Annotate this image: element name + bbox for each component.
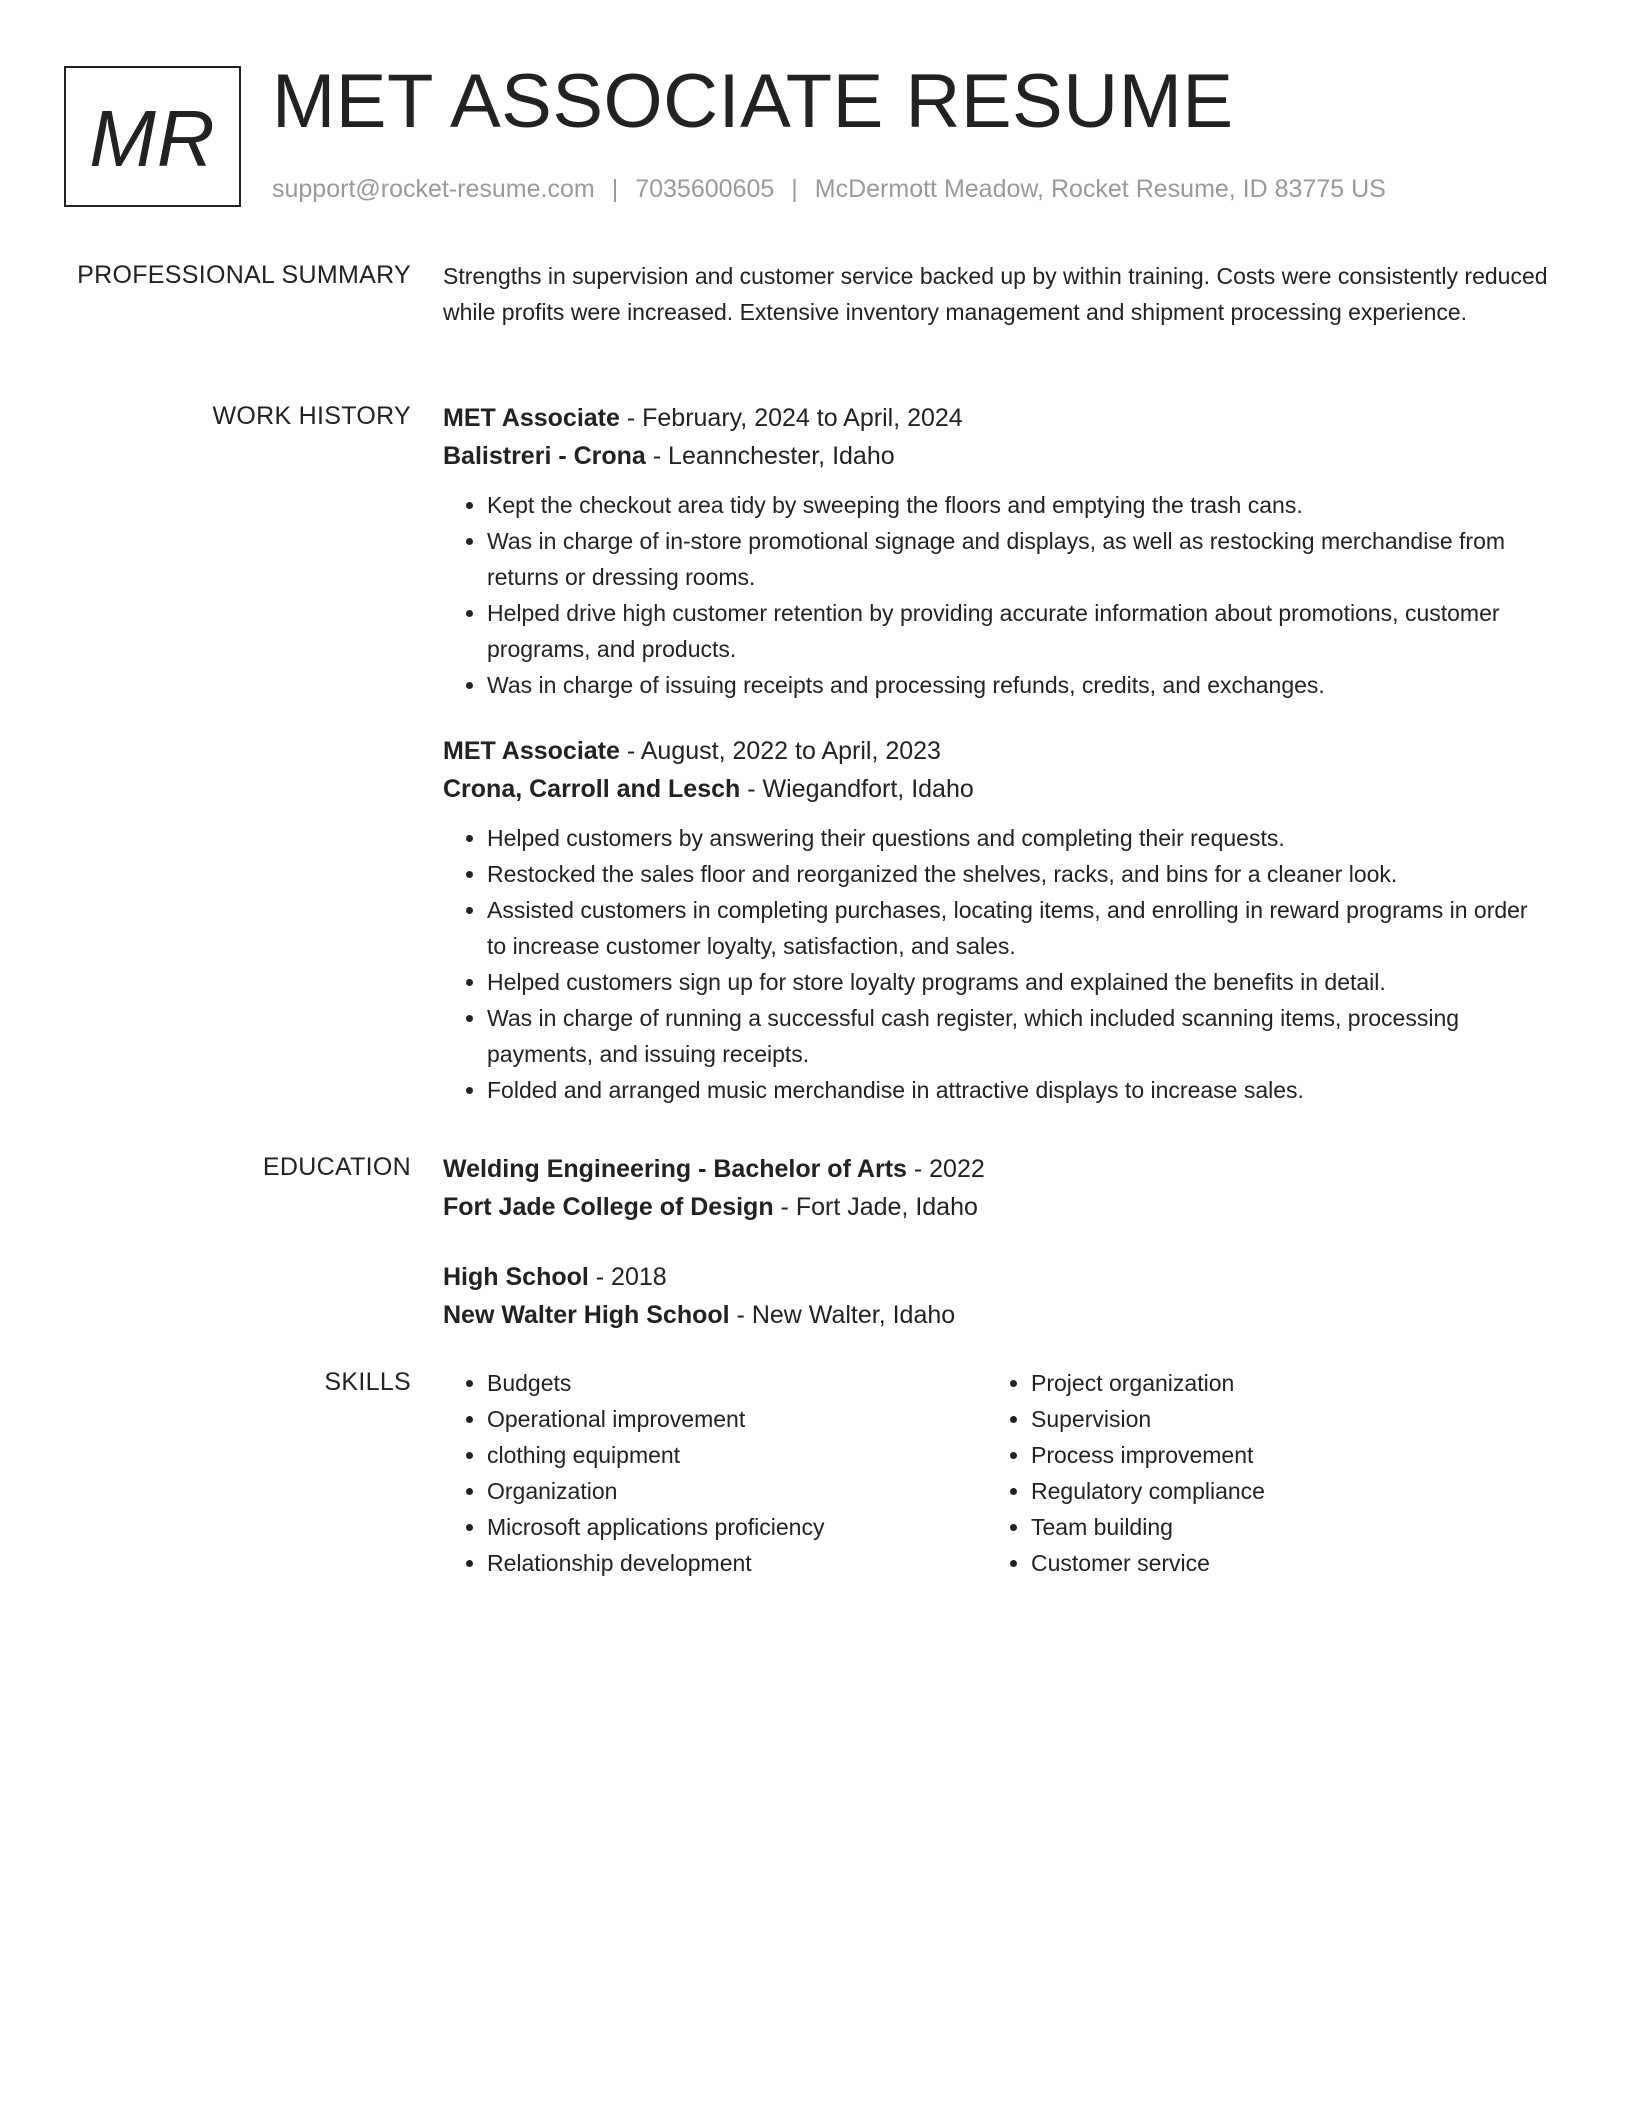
school-line: [443, 1188, 1553, 1226]
job-bullet: • Was in charge of running a successful cash register, which included scanning items, processing payments, and issuing receipts.: [487, 1000, 1553, 1072]
skills-list-left: [443, 1365, 987, 1581]
job-bullet: • Was in charge of in-store promotional signage and displays, as well as restocking merchandise from returns or dressing rooms.: [487, 523, 1553, 595]
monogram-initials: MR: [89, 93, 216, 183]
school-location: - New Walter, Idaho: [729, 1301, 956, 1329]
job-title: MET Associate: [443, 737, 620, 765]
job-bullet: • Helped drive high customer retention by providing accurate information about promotions, customer programs, and products.: [487, 595, 1553, 667]
contact-phone: 7035600605: [635, 175, 775, 203]
skills-list-right: [987, 1365, 1531, 1581]
degree-year: - 2022: [906, 1155, 985, 1183]
job-company: Crona, Carroll and Lesch: [443, 775, 741, 803]
job-entry: [443, 732, 1553, 1108]
job-title-line: [443, 732, 1553, 770]
job-bullet: • Restocked the sales floor and reorganized the shelves, racks, and bins for a cleaner look.: [487, 856, 1553, 892]
job-bullet: • Was in charge of issuing receipts and processing refunds, credits, and exchanges.: [487, 667, 1553, 703]
contact-separator: |: [611, 175, 619, 203]
skill-item: • Customer service: [1031, 1545, 1531, 1581]
skill-item: • clothing equipment: [487, 1437, 987, 1473]
skill-item: • Team building: [1031, 1509, 1531, 1545]
contact-address: McDermott Meadow, Rocket Resume, ID 83775 US: [814, 175, 1386, 203]
education-entry: [443, 1150, 1553, 1226]
contact-email: support@rocket-resume.com: [272, 175, 595, 203]
section-heading-education: EDUCATION: [262, 1153, 411, 1181]
job-title: MET Associate: [443, 404, 620, 432]
skill-item: • Project organization: [1031, 1365, 1531, 1401]
degree: High School: [443, 1263, 589, 1291]
skill-item: • Process improvement: [1031, 1437, 1531, 1473]
degree-line: [443, 1258, 1553, 1296]
degree: Welding Engineering - Bachelor of Arts: [443, 1155, 907, 1183]
job-company-line: [443, 437, 1553, 475]
job-bullet: • Kept the checkout area tidy by sweeping the floors and emptying the trash cans.: [487, 487, 1553, 523]
degree-year: - 2018: [588, 1263, 667, 1291]
job-company: Balistreri - Crona: [443, 442, 646, 470]
skill-item: • Relationship development: [487, 1545, 987, 1581]
section-heading-summary: PROFESSIONAL SUMMARY: [77, 261, 411, 289]
education-entry: [443, 1258, 1553, 1334]
contact-line: [272, 172, 1386, 206]
school-location: - Fort Jade, Idaho: [773, 1193, 978, 1221]
job-bullets: [443, 487, 1553, 703]
job-dates: - August, 2022 to April, 2023: [619, 737, 941, 765]
section-heading-skills: SKILLS: [324, 1368, 411, 1396]
job-bullet: • Helped customers sign up for store loyalty programs and explained the benefits in detail.: [487, 964, 1553, 1000]
school: Fort Jade College of Design: [443, 1193, 774, 1221]
summary-text: Strengths in supervision and customer service backed up by within training. Costs were consistently reduced while profits were increased. Extensive inventory management and shipment processing experience.: [443, 263, 1548, 325]
job-bullets: [443, 820, 1553, 1108]
skill-item: • Operational improvement: [487, 1401, 987, 1437]
job-bullet: • Helped customers by answering their questions and completing their requests.: [487, 820, 1553, 856]
resume-title: MET ASSOCIATE RESUME: [272, 59, 1234, 144]
skill-item: • Regulatory compliance: [1031, 1473, 1531, 1509]
job-dates: - February, 2024 to April, 2024: [619, 404, 963, 432]
job-location: - Wiegandfort, Idaho: [740, 775, 974, 803]
skills-columns: [443, 1365, 1553, 1581]
section-heading-work-history: WORK HISTORY: [212, 402, 411, 430]
skill-item: • Supervision: [1031, 1401, 1531, 1437]
job-title-line: [443, 399, 1553, 437]
skill-item: • Budgets: [487, 1365, 987, 1401]
skill-item: • Microsoft applications proficiency: [487, 1509, 987, 1545]
degree-line: [443, 1150, 1553, 1188]
job-entry: [443, 399, 1553, 703]
job-location: - Leannchester, Idaho: [645, 442, 895, 470]
contact-separator: |: [791, 175, 798, 203]
school: New Walter High School: [443, 1301, 730, 1329]
skill-item: • Organization: [487, 1473, 987, 1509]
school-line: [443, 1296, 1553, 1334]
monogram-box: [64, 66, 241, 207]
job-bullet: • Folded and arranged music merchandise in attractive displays to increase sales.: [487, 1072, 1553, 1108]
job-company-line: [443, 770, 1553, 808]
job-bullet: • Assisted customers in completing purchases, locating items, and enrolling in reward programs in order to increase customer loyalty, satisfaction, and sales.: [487, 892, 1553, 964]
